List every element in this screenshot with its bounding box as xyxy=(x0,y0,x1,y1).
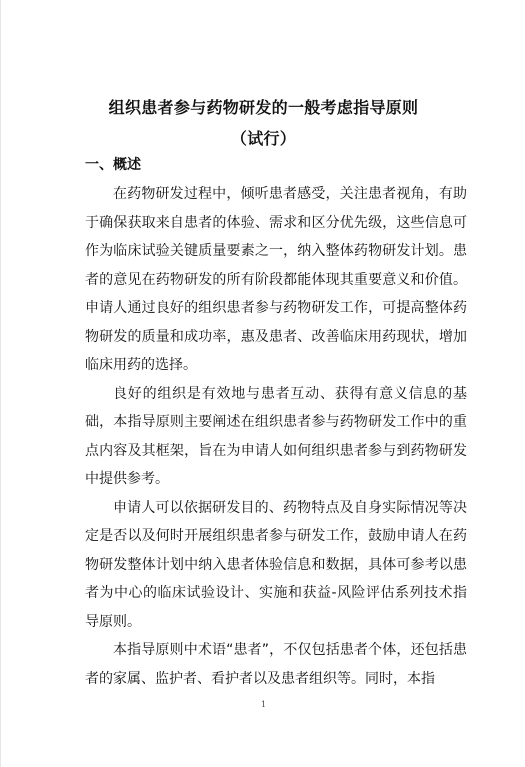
paragraph-1: 在药物研发过程中，倾听患者感受，关注患者视角，有助于确保获取来自患者的体验、需求和区分优先级，这些信息可作为临床试验关键质量要素之一，纳入整体药物研发计划。患者的意见在药物研发的所有阶段都能体现其重要意义和价值。申请人通过良好的组织患者参与药物研发工作，可提高整体药物研发的质量和成功率，惠及患者、改善临床用药现状，增加临床用药的选择。 xyxy=(85,186,467,373)
page-number: 1 xyxy=(260,700,267,709)
paragraph-2: 良好的组织是有效地与患者互动、获得有意义信息的基础，本指导原则主要阐述在组织患者参与药物研发工作中的重点内容及其框架，旨在为申请人如何组织患者参与到药物研发中提供参考。 xyxy=(85,385,467,487)
document-title: 组织患者参与药物研发的一般考虑指导原则 xyxy=(108,98,419,117)
paragraph-4: 本指导原则中术语“患者”，不仅包括患者个体，还包括患者的家属、监护者、看护者以及患者组织等。同时，本指 xyxy=(85,642,467,687)
section-heading: 一、概述 xyxy=(85,157,141,173)
paragraph-3: 申请人可以依据研发目的、药物特点及自身实际情况等决定是否以及何时开展组织患者参与研发工作，鼓励申请人在药物研发整体计划中纳入患者体验信息和数据，具体可参考以患者为中心的临床试验设计、实施和获益-风险评估系列技术指导原则。 xyxy=(85,499,467,630)
body-text xyxy=(85,180,467,693)
document-subtitle: （试行） xyxy=(230,129,297,148)
